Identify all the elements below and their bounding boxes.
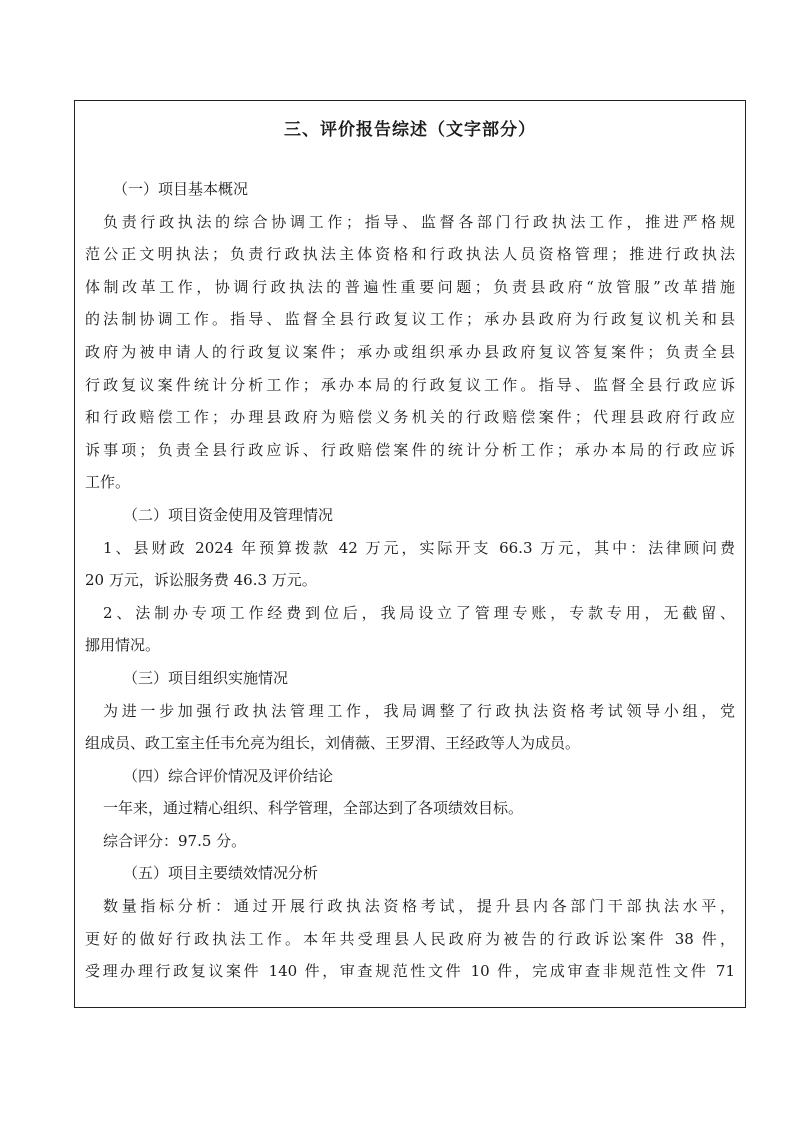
- report-line: （一）项目基本概况: [113, 180, 249, 198]
- report-line: 一年来，通过精心组织、科学管理，全部达到了各项绩效目标。: [103, 799, 524, 818]
- report-line: 和行政赔偿工作；办理县政府为赔偿义务机关的行政赔偿案件；代理县政府行政应: [85, 408, 735, 427]
- report-title: 三、评价报告综述（文字部分）: [284, 120, 536, 140]
- report-line: （三）项目组织实施情况: [123, 668, 289, 687]
- report-line: （二）项目资金使用及管理情况: [123, 505, 334, 524]
- report-line: 诉事项；负责全县行政应诉、行政赔偿案件的统计分析工作；承办本局的行政应诉: [85, 440, 735, 459]
- report-line: （四）综合评价情况及评价结论: [123, 766, 334, 785]
- report-line: 2、法制办专项工作经费到位后，我局设立了管理专账，专款专用，无截留、: [103, 603, 735, 622]
- report-line: 1、县财政 2024 年预算拨款 42 万元，实际开支 66.3 万元，其中：法律顾问费: [103, 538, 735, 557]
- report-line: 工作。: [85, 473, 131, 492]
- report-line: 体制改革工作，协调行政执法的普遍性重要问题；负责县政府“放管服”改革措施: [85, 277, 735, 296]
- report-frame: [74, 100, 746, 1008]
- report-line: 负责行政执法的综合协调工作；指导、监督各部门行政执法工作，推进严格规: [103, 212, 735, 231]
- report-line: 行政复议案件统计分析工作；承办本局的行政复议工作。指导、监督全县行政应诉: [85, 375, 735, 394]
- report-line: 20 万元，诉讼服务费 46.3 万元。: [85, 571, 317, 590]
- report-line: 更好的做好行政执法工作。本年共受理县人民政府为被告的行政诉讼案件 38 件，: [85, 929, 735, 948]
- report-line: 数量指标分析：通过开展行政执法资格考试，提升县内各部门干部执法水平，: [103, 897, 735, 916]
- report-line: 挪用情况。: [85, 636, 161, 655]
- report-line: 综合评分：97.5 分。: [103, 831, 247, 850]
- report-line: 范公正文明执法；负责行政执法主体资格和行政执法人员资格管理；推进行政执法: [85, 245, 735, 264]
- report-line: 组成员、政工室主任韦允亮为组长，刘倩薇、王罗渭、王经政等人为成员。: [85, 734, 581, 753]
- report-body: [85, 173, 735, 988]
- report-line: （五）项目主要绩效情况分析: [123, 864, 319, 883]
- report-line: 的法制协调工作。指导、监督全县行政复议工作；承办县政府为行政复议机关和县: [85, 310, 735, 329]
- report-line: 受理办理行政复议案件 140 件，审查规范性文件 10 件，完成审查非规范性文件 71: [85, 962, 735, 981]
- report-line: 政府为被申请人的行政复议案件；承办或组织承办县政府复议答复案件；负责全县: [85, 342, 735, 361]
- report-line: 为进一步加强行政执法管理工作，我局调整了行政执法资格考试领导小组，党: [103, 701, 735, 720]
